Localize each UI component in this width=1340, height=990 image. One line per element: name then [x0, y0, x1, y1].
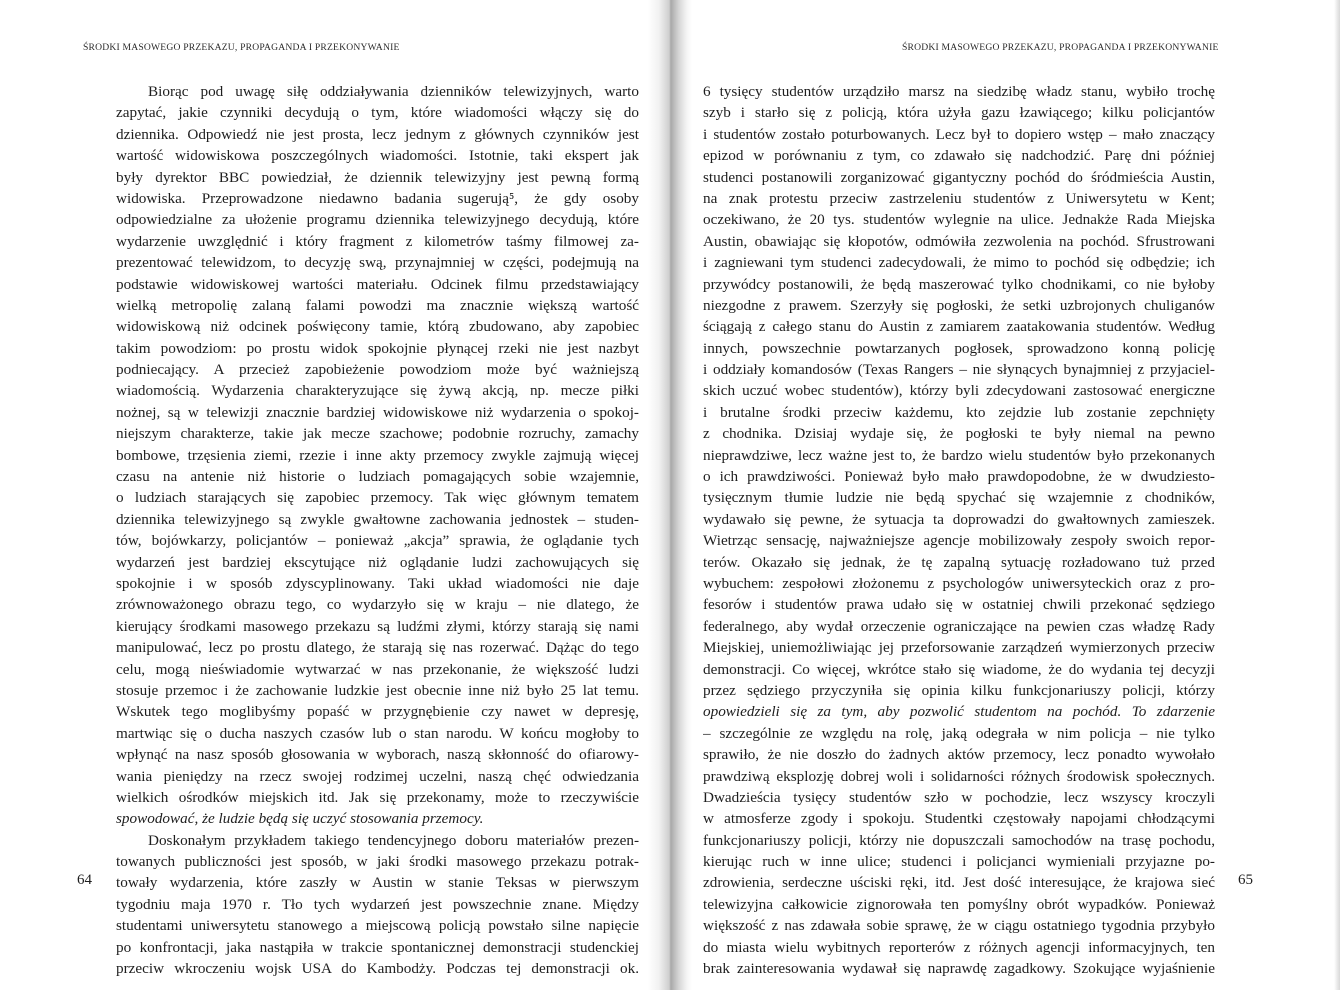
- text-line: towanych publiczności jest sposób, w jaki środki masowego przekazu potrak-: [116, 853, 639, 871]
- text-line: w atmosferze zgody i spokoju. Studentki częstowały napojami chłodzącymi: [703, 810, 1215, 828]
- text-line: studentami uniwersytetu stanowego a miejscową policją powstało silne napięcie: [116, 917, 639, 935]
- text-line: i oddziały komandosów (Texas Rangers – nie słynących bynajmniej z przyjaciel-: [703, 361, 1215, 379]
- text-line: spowodować, że ludzie będą się uczyć stosowania przemocy.: [116, 810, 484, 828]
- text-line: przywódcy postanowili, że będą maszerować tylko chodnikami, co nie byłoby: [703, 275, 1215, 293]
- text-line: i zagniewani tym studenci zadecydowali, że mimo to pochód się odbędzie; ich: [703, 254, 1215, 272]
- text-line: wybuchem: zespołowi złożonemu z psychologów uniwersyteckich oraz z pro-: [703, 574, 1215, 592]
- text-line: zapytać, jakie czynniki decydują o tym, które wiadomości włączy się do: [116, 104, 639, 122]
- text-line: kierując ruch w inne ulice; studenci i policjanci wymieniali przyjazne po-: [703, 853, 1215, 871]
- text-line: i brutalne środki przeciw każdemu, kto zejdzie lub zostanie zepchnięty: [703, 403, 1215, 421]
- text-line: 6 tysięcy studentów urządziło marsz na siedzibę władz stanu, wybiło trochę: [703, 83, 1215, 100]
- left-page: [0, 0, 660, 990]
- text-line: celu, mogą nieświadomie wytwarzać w nas przekonanie, że większość ludzi: [116, 660, 639, 678]
- text-line: demonstracji. Co więcej, wkrótce stało się wiadome, że do wydania tej decyzji: [703, 660, 1215, 678]
- text-line: wydawało się pewne, że sytuacja ta doprowadzi do gwałtownych zamieszek.: [703, 510, 1215, 528]
- text-line: wpłynąć na nasz sposób głosowania w wyborach, naszą skłonność do ofiarowy-: [116, 746, 639, 764]
- text-line: skich uczuć wobec studentów), którzy byli zdecydowani zastosować energiczne: [703, 382, 1215, 400]
- text-line: widowiskową niż odcinek poświęcony tamie, którą zbudowano, aby zapobiec: [116, 318, 639, 336]
- page-number: 64: [77, 872, 92, 888]
- text-line: większość z nas zdawała sobie sprawę, że w ciągu ostatniego tygodnia przybyło: [703, 917, 1215, 935]
- text-line: wydarzeń jest bardziej ekscytujące niż oglądanie ludzi zachowujących się: [116, 553, 639, 571]
- text-line: brak zainteresowania wydawał się naprawdę zagadkowy. Szokujące wyjaśnienie: [703, 960, 1215, 978]
- text-line: kierujący środkami masowego przekazu są ludźmi złymi, którzy starają się nami: [116, 617, 639, 635]
- text-line: widowiska. Przeprowadzone niedawno badania sugerują⁵, że gdy osoby: [116, 189, 639, 207]
- text-line: takim powodziom: po prostu widok spokojnie płynącej rzeki nie jest nazbyt: [116, 339, 639, 357]
- page-edge-shadow: [1334, 0, 1340, 990]
- text-line: oczekiwano, że 20 tys. studentów wylegnie na ulice. Jednakże Rada Miejska: [703, 211, 1215, 229]
- text-line: studenci postanowili zorganizować gigantyczny pochód do śródmieścia Austin,: [703, 168, 1215, 186]
- text-line: epizod w porównaniu z tym, co zdawało się nadchodzić. Parę dni później: [703, 147, 1215, 165]
- text-line: fesorów i studentów prawa udało się w ostatniej chwili przekonać sędziego: [703, 596, 1215, 614]
- text-line: Dwadzieścia tysięcy studentów szło w pochodzie, lecz wszyscy kroczyli: [703, 788, 1215, 806]
- text-line: przez sędziego przyczyniła się opinia kilku funkcjonariuszy policji, którzy: [703, 681, 1215, 699]
- text-line: były dyrektor BBC powiedział, że dziennik telewizyjny jest pewną formą: [116, 168, 639, 186]
- text-line: tysięcznym tłumie ludzie nie będą spychać się wzajemnie z chodników,: [703, 489, 1215, 507]
- text-line: podstawie widowiskowej wartości materiału. Odcinek filmu przedstawiający: [116, 275, 639, 293]
- text-line: spokojnie i w sposób zdyscyplinowany. Taki układ wiadomości nie daje: [116, 574, 639, 592]
- text-line: wielką metropolię zalaną falami powodzi ma znacznie większą wartość: [116, 296, 639, 314]
- running-header: ŚRODKI MASOWEGO PRZEKAZU, PROPAGANDA I PRZEKONYWANIE: [902, 42, 1219, 53]
- text-line: Biorąc pod uwagę siłę oddziaływania dzienników telewizyjnych, warto: [148, 83, 639, 100]
- text-line: niezgodne z prawem. Szerzyły się pogłoski, że setki uzbrojonych chuliganów: [703, 296, 1215, 314]
- text-line: tów, bojówkarzy, policjantów – ponieważ „akcja” sprawia, że oglądanie tych: [116, 532, 639, 550]
- text-line: z chodnika. Dzisiaj wydaje się, że pogłoski te były niemal na pewno: [703, 425, 1215, 443]
- text-line: stosuje przemoc i że zachowanie ludzkie jest obecnie inne niż było 25 lat temu.: [116, 681, 639, 699]
- text-line: czasu na antenie niż historie o ludziach pomagających sobie wzajemnie,: [116, 468, 639, 486]
- text-line: niejszym charakterze, takie jak mecze szachowe; podobnie rozruchy, zamachy: [116, 425, 639, 443]
- text-line: odpowiedzialne za ułożenie programu dziennika telewizyjnego decydują, które: [116, 211, 639, 229]
- text-line: o ich prawdziwości. Ponieważ było mało prawdopodobne, że w dwudziesto-: [703, 468, 1215, 486]
- text-line: podniecający. A przecież zapobieżenie powodziom może być ważniejszą: [116, 361, 639, 379]
- text-line: nożnej, są w telewizji znacznie bardziej widowiskowe niż wydarzenia o spokoj-: [116, 403, 639, 421]
- text-line: wielkich ośrodków miejskich itd. Jak się przekonamy, może to rzeczywiście: [116, 788, 639, 806]
- body-text: [703, 81, 1215, 979]
- text-line: na znak protestu przeciw zastrzeleniu studentów z Uniwersytetu w Kent;: [703, 189, 1215, 207]
- text-line: dziennika telewizyjnego są zwykle gwałtowne zachowania jednostek – studen-: [116, 510, 639, 528]
- text-line: Wskutek tego moglibyśmy popaść w przygnębienie czy nawet w depresję,: [116, 703, 639, 721]
- text-line: sprawiło, że nie doszło do żadnych aktów przemocy, lecz ponadto wywołało: [703, 746, 1215, 764]
- text-line: funkcjonariuszy policji, którzy nie dopuszczali samochodów na trasę pochodu,: [703, 831, 1215, 849]
- text-line: po konfrontacji, jaka nastąpiła w trakcie spontanicznej demonstracji studenckiej: [116, 938, 639, 956]
- text-line: – szczególnie ze względu na rolę, jaką odegrała w nim policja – nie tylko: [703, 724, 1215, 742]
- running-header: ŚRODKI MASOWEGO PRZEKAZU, PROPAGANDA I PRZEKONYWANIE: [83, 42, 400, 53]
- text-line: Miejskiej, uniemożliwiając jej przeforsowanie zarządzeń wymierzonych przeciw: [703, 639, 1215, 657]
- text-line: tygodniu maja 1970 r. Tło tych wydarzeń jest powszechnie znane. Między: [116, 895, 639, 913]
- text-line: bombowe, trzęsienia ziemi, rzezie i inne akty przemocy zwykle zajmują więcej: [116, 446, 639, 464]
- text-line: i studentów zostało poturbowanych. Lecz był to dopiero wstęp – mało znaczący: [703, 125, 1215, 143]
- text-line: przeciw wkroczeniu wojsk USA do Kambodży. Podczas tej demonstracji ok.: [116, 960, 639, 978]
- text-line: Wietrząc sensację, najważniejsze agencje mobilizowały zespoły swoich repor-: [703, 532, 1215, 550]
- right-page: [680, 0, 1340, 990]
- text-line: federalnego, aby wydał orzeczenie ograniczające na pewien czas władzę Rady: [703, 617, 1215, 635]
- text-line: terów. Okazało się jednak, że tę zapalną sytuację rozładowano tuż przed: [703, 553, 1215, 571]
- text-line: ściągają z całego stanu do Austin z zamiarem zaatakowania studentów. Według: [703, 318, 1215, 336]
- text-line: wiadomością. Wydarzenia charakteryzujące się żywą akcją, np. mecze piłki: [116, 382, 639, 400]
- text-line: telewizyjna całkowicie zignorowała ten pomyślny obrót wypadków. Ponieważ: [703, 895, 1215, 913]
- text-line: do miasta wielu wybitnych reporterów z różnych agencji informacyjnych, ten: [703, 938, 1215, 956]
- page-number: 65: [1238, 872, 1253, 888]
- text-line: prawdziwą eksplozję dobrej woli i solidarności różnych środowisk społecznych.: [703, 767, 1215, 785]
- text-line: wartość widowiskowa poszczególnych wiadomości. Istotnie, taki ekspert jak: [116, 147, 639, 165]
- text-line: innych, powszechnie powtarzanych pogłosek, sprowadzono konną policję: [703, 339, 1215, 357]
- text-line: nieprawdziwe, lecz ważne jest to, że bardzo wielu studentów było przekonanych: [703, 446, 1215, 464]
- text-line: opowiedzieli się za tym, aby pozwolić studentom na pochód. To zdarzenie: [703, 703, 1215, 721]
- text-line: o ludziach starających się zapobiec przemocy. Tak więc głównym tematem: [116, 489, 639, 507]
- text-line: martwiąc się o ducha naszych czasów lub o stan narodu. W końcu mogłoby to: [116, 724, 639, 742]
- text-line: zrównoważonego obrazu tego, co wydarzyło się w kraju – nie dlatego, że: [116, 596, 639, 614]
- text-line: wania pieniędzy na rzecz swojej rodzimej uczelni, naszą chęć odwiedzania: [116, 767, 639, 785]
- text-line: manipulować, lecz po prostu dlatego, że starają się nas rozerwać. Dążąc do tego: [116, 639, 639, 657]
- text-line: szyb i starło się z policją, która użyła gazu łzawiącego; kilku policjantów: [703, 104, 1215, 122]
- text-line: dziennika. Odpowiedź nie jest prosta, lecz jednym z głównych czynników jest: [116, 125, 639, 143]
- text-line: zdrowienia, serdeczne uściski ręki, itd. Jest dość interesujące, że krajowa sieć: [703, 874, 1215, 892]
- text-line: Austin, obawiając się kłopotów, odmówiła zezwolenia na pochód. Sfrustrowani: [703, 232, 1215, 250]
- text-line: prezentować telewidzom, to decyzję swą, przynajmniej w części, podejmują na: [116, 254, 639, 272]
- text-line: towały wydarzenia, które zaszły w Austin w stanie Teksas w pierwszym: [116, 874, 639, 892]
- text-line: wydarzenie uwzględnić i który fragment z kilometrów taśmy filmowej za-: [116, 232, 639, 250]
- body-text: [116, 81, 639, 979]
- text-line: Doskonałym przykładem takiego tendencyjnego doboru materiałów prezen-: [148, 831, 639, 849]
